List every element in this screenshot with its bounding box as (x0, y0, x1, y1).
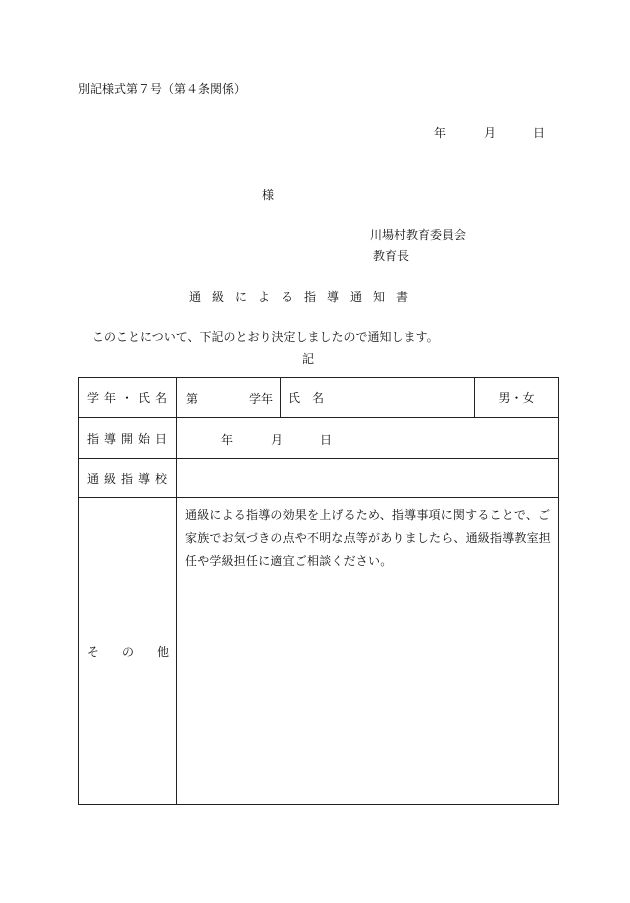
table-row-other (79, 498, 559, 805)
date-day-label: 日 (533, 126, 546, 140)
grade-cell (177, 378, 281, 418)
table-row-school (79, 459, 559, 498)
document-title: 通級による指導通知書 (189, 290, 420, 304)
other-note: 通級による指導の効果を上げるため、指導事項に関することで、ご家族でお気づきの点や不明な点等がありましたら、通級指導教室担任や学級担任に適宜ご相談ください。 (177, 498, 559, 805)
school-cell (177, 459, 559, 498)
other-label (79, 498, 177, 805)
grade-prefix: 第 (186, 392, 199, 406)
sender-title: 教育長 (373, 249, 410, 263)
other-label-char-3: 他 (157, 644, 170, 659)
name-label: 氏 名 (288, 391, 325, 405)
grade-name-label: 学年・氏名 (79, 378, 177, 418)
date-year-label: 年 (434, 126, 447, 140)
start-date-cell (177, 418, 559, 459)
start-month-label: 月 (271, 433, 284, 447)
table-row-start-date (79, 418, 559, 459)
notice-table (78, 377, 559, 805)
start-day-label: 日 (320, 433, 333, 447)
grade-suffix: 学年 (249, 392, 274, 406)
form-number: 別記様式第７号（第４条関係） (78, 82, 247, 96)
intro-text: このことについて、下記のとおり決定しましたので通知します。 (92, 330, 439, 344)
start-year-label: 年 (221, 433, 234, 447)
date-month-label: 月 (484, 126, 497, 140)
ki-heading: 記 (302, 352, 315, 366)
school-label: 通級指導校 (79, 459, 177, 498)
name-cell (281, 378, 475, 418)
other-label-char-2: の (122, 644, 135, 659)
addressee-honorific: 様 (262, 188, 275, 202)
start-date-label: 指導開始日 (79, 418, 177, 459)
other-label-char-1: そ (87, 644, 100, 659)
sender-organization: 川場村教育委員会 (370, 228, 467, 242)
gender-cell: 男・女 (475, 378, 559, 418)
table-row-grade-name (79, 378, 559, 418)
